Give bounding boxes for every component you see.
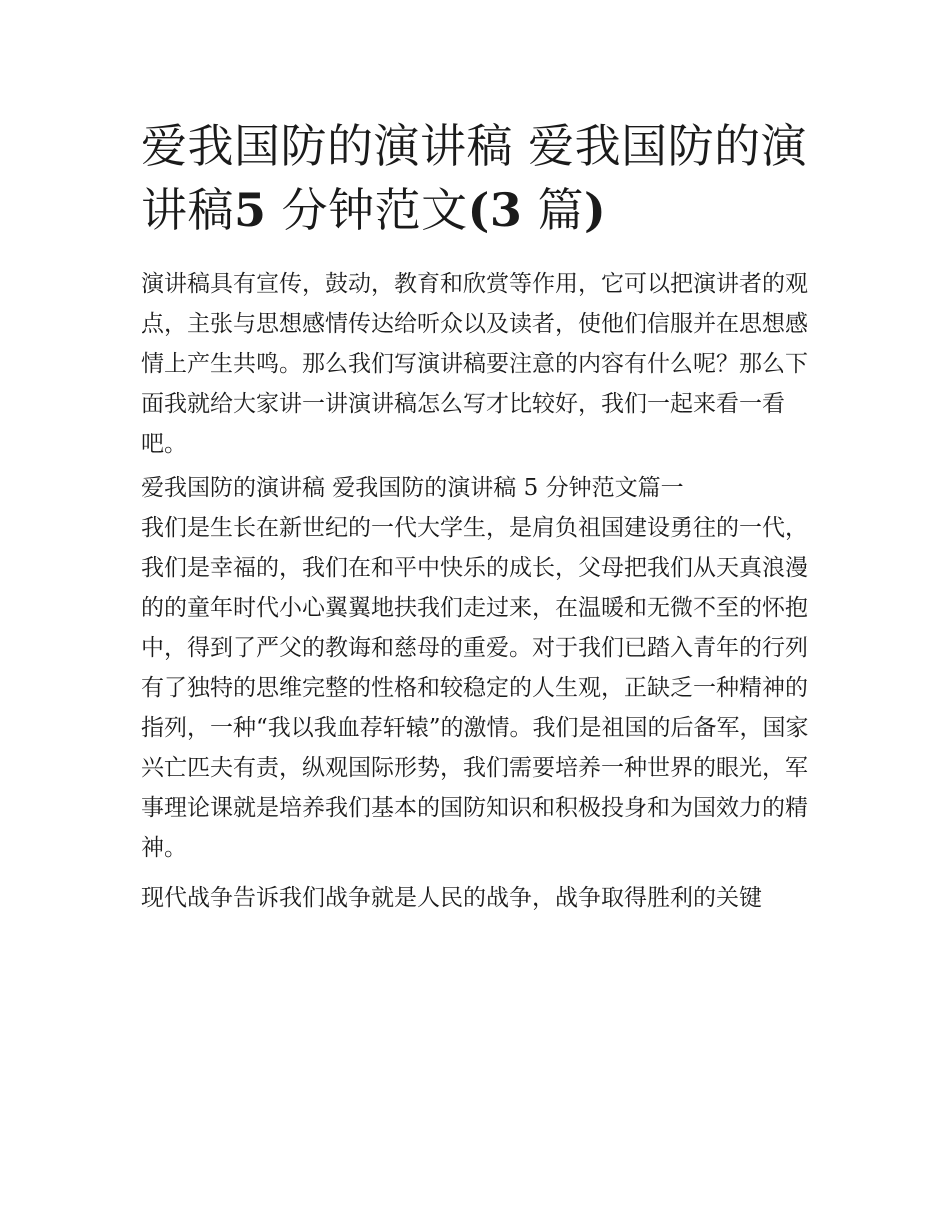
intro-paragraph: 演讲稿具有宣传，鼓动，教育和欣赏等作用，它可以把演讲者的观点，主张与思想感情传达给听众以及读者，使他们信服并在思想感情上产生共鸣。那么我们写演讲稿要注意的内容有什么呢？那么下面我就给大家讲一讲演讲稿怎么写才比较好，我们一起来看一看吧。	[141, 271, 808, 457]
title-part2: 分钟范文	[281, 183, 468, 237]
title-paren: (3	[467, 183, 523, 237]
document-content	[141, 114, 813, 918]
title-part3: 篇	[537, 183, 585, 237]
section-heading: 爱我国防的演讲稿 爱我国防的演讲稿 5 分钟范文篇一	[141, 475, 684, 501]
document-title	[141, 114, 813, 242]
body-paragraph-2: 现代战争告诉我们战争就是人民的战争，战争取得胜利的关键	[141, 885, 762, 911]
title-number: 5	[234, 183, 267, 237]
title-close: )	[584, 183, 607, 237]
body-paragraph-1: 我们是生长在新世纪的一代大学生，是肩负祖国建设勇往的一代，我们是幸福的，我们在和平中快乐的成长，父母把我们从天真浪漫的的童年时代小心翼翼地扶我们走过来，在温暖和无微不至的怀抱中，得到了严父的教诲和慈母的重爱。对于我们已踏入青年的行列有了独特的思维完整的性格和较稳定的人生观，正缺乏一种精神的指列，一种“我以我血荐轩辕”的激情。我们是祖国的后备军，国家兴亡匹夫有责，纵观国际形势，我们需要培养一种世界的眼光，军事理论课就是培养我们基本的国防知识和积极投身和为国效力的精神。	[141, 515, 809, 861]
title-part1: 爱我国防的演讲稿 爱我国防的演讲稿	[141, 119, 808, 237]
